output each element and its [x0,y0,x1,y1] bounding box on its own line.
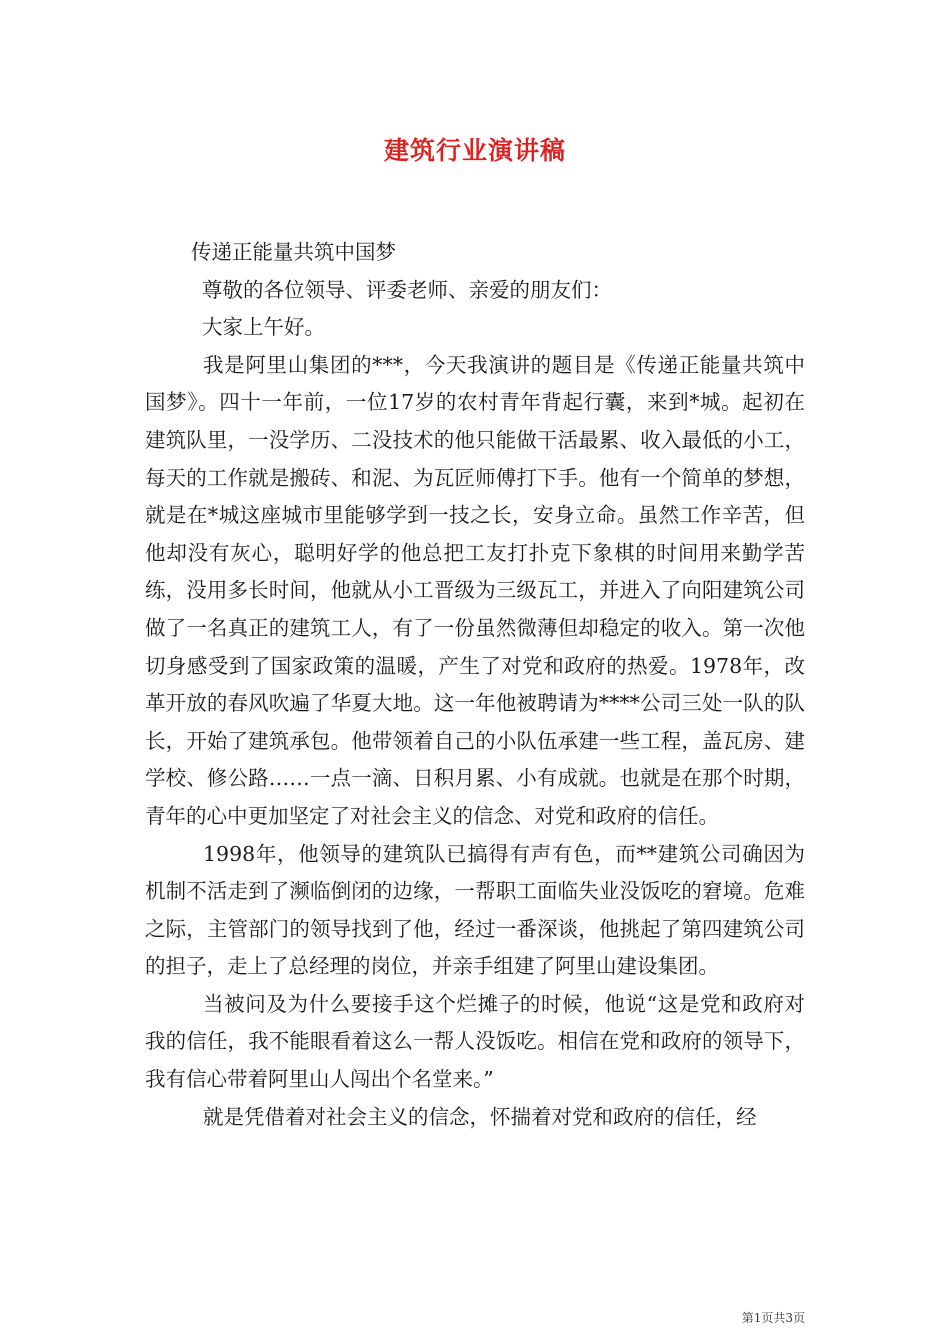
paragraph: 就是凭借着对社会主义的信念，怀揣着对党和政府的信任，经 [203,1104,757,1129]
page-number: 第1页共3页 [741,1311,805,1325]
salutation: 尊敬的各位领导、评委老师、亲爱的朋友们： [202,277,612,302]
paragraph: 1998年，他领导的建筑队已搞得有声有色，而**建筑公司确因为机制不活走到了濒临倒闭的边缘，一帮职工面临失业没饭吃的窘境。危难之际，主管部门的领导找到了他，经过一番深谈，他挑起了第四建筑公司的担子，走上了总经理的岗位，并亲手组建了阿里山建设集团。 [145,841,805,979]
document-title: 建筑行业演讲稿 [383,136,566,165]
document-body [145,234,805,1136]
greeting: 大家上午好。 [202,315,325,340]
speech-subtitle: 传递正能量共筑中国梦 [191,240,396,264]
paragraph: 我是阿里山集团的***，今天我演讲的题目是《传递正能量共筑中国梦》。四十一年前，一位17岁的农村青年背起行囊，来到*城。起初在建筑队里，一没学历、二没技术的他只能做干活最累、收入最低的小工，每天的工作就是搬砖、和泥、为瓦匠师傅打下手。他有一个简单的梦想，就是在*城这座城市里能够学到一技之长，安身立命。虽然工作辛苦，但他却没有灰心，聪明好学的他总把工友打扑克下象棋的时间用来勤学苦练，没用多长时间，他就从小工晋级为三级瓦工，并进入了向阳建筑公司做了一名真正的建筑工人，有了一份虽然微薄但却稳定的收入。第一次他切身感受到了国家政策的温暖，产生了对党和政府的热爱。1978年，改革开放的春风吹遍了华夏大地。这一年他被聘请为****公司三处一队的队长，开始了建筑承包。他带领着自己的小队伍承建一些工程，盖瓦房、建学校、修公路……一点一滴、日积月累、小有成就。也就是在那个时期，青年的心中更加坚定了对社会主义的信念、对党和政府的信任。 [145,352,805,828]
paragraph: 当被问及为什么要接手这个烂摊子的时候，他说“这是党和政府对我的信任，我不能眼看着这么一帮人没饭吃。相信在党和政府的领导下，我有信心带着阿里山人闯出个名堂来。” [145,991,805,1092]
